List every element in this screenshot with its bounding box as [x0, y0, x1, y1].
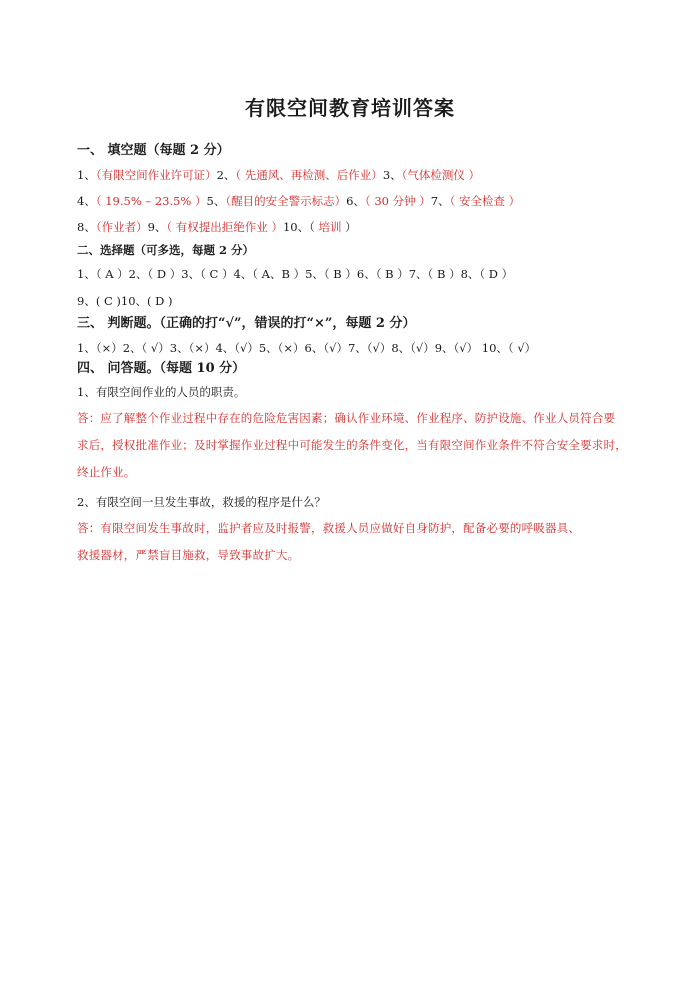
qa-question-2: 2、有限空间一旦发生事故，救援的程序是什么？ [77, 495, 326, 509]
answer-text: （ 先通风、再检测、后作业） [235, 168, 383, 182]
question-number: 7、 [430, 194, 450, 208]
question-number: 2、 [216, 168, 236, 182]
choice-line-1: 1、（ A ）2、（ D ）3、（ C ）4、（ A、B ）5、（ B ）6、（ B ）7、（ B ）8、（ D ） [77, 267, 514, 281]
answer-text: （ 30 分钟 ） [364, 194, 431, 208]
question-number: 3、 [382, 168, 402, 182]
choice-line-2: 9、( C )10、( D ) [77, 294, 173, 308]
question-number: 5、 [206, 194, 226, 208]
section-fill-heading: 一、 填空题（每题 2 分） [77, 143, 230, 158]
qa-answer-2 [77, 515, 623, 569]
section-judge-heading: 三、 判断题。（正确的打“√”，错误的打“×”，每题 2 分） [77, 316, 416, 331]
question-number: 6、 [346, 194, 365, 208]
document-title: 有限空间教育培训答案 [245, 96, 455, 120]
fill-line-2 [77, 193, 520, 209]
question-number: 4、 [77, 194, 96, 208]
answer-text: 培训 [318, 220, 342, 234]
fill-line-1 [77, 167, 480, 183]
answer-text: （气体检测仪 ） [401, 168, 481, 182]
qa-answer-1-line: 求后，授权批准作业；及时掌握作业过程中可能发生的条件变化，当有限空间作业条件不符合安全要求时， [77, 438, 627, 452]
question-number: 8、 [77, 220, 96, 234]
qa-answer-2-line: 救援器材，严禁盲目施救，导致事故扩大。 [77, 548, 300, 562]
question-number: 10、（ [282, 220, 319, 234]
answer-text: （ 19.5% – 23.5% ） [95, 194, 207, 208]
question-number: 9、 [147, 220, 167, 234]
answer-text: （作业者） [95, 220, 148, 234]
section-choice-heading: 二、选择题（可多选，每题 2 分） [77, 243, 255, 257]
judge-line-1: 1、（×）2、（ √）3、（×）4、（√）5、（×）6、（√）7、（√）8、（√）9、（√） 10、（ √） [77, 341, 537, 355]
question-number: ） [341, 220, 357, 234]
qa-answer-1-line: 终止作业。 [77, 465, 136, 479]
section-qa-heading: 四、 问答题。（每题 10 分） [77, 361, 246, 376]
answer-text: （有限空间作业许可证） [95, 168, 217, 182]
qa-answer-1 [77, 405, 627, 486]
answer-text: （醒目的安全警示标志） [225, 194, 347, 208]
answer-text: （ 有权提出拒绝作业 ） [166, 220, 283, 234]
question-number: 1、 [77, 168, 96, 182]
fill-line-3 [77, 219, 357, 235]
qa-question-1: 1、有限空间作业的人员的职责。 [77, 385, 246, 399]
answer-text: （ 安全检查 ） [449, 194, 521, 208]
qa-answer-1-line: 答：应了解整个作业过程中存在的危险危害因素；确认作业环境、作业程序、防护设施、作业人员符合要 [77, 411, 616, 425]
qa-answer-2-line: 答：有限空间发生事故时，监护者应及时报警，救援人员应做好自身防护，配备必要的呼吸器具、 [77, 521, 581, 535]
